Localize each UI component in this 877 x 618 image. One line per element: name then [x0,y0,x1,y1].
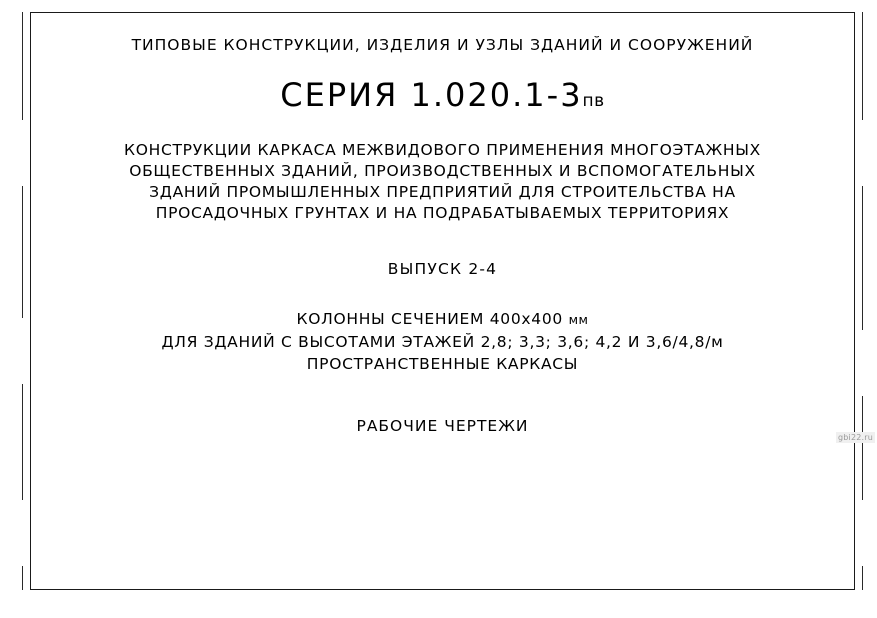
document-stage: РАБОЧИЕ ЧЕРТЕЖИ [356,417,529,435]
description-line: ЗДАНИЙ ПРОМЫШЛЕННЫХ ПРЕДПРИЯТИЙ ДЛЯ СТРОИТЕЛЬСТВА НА [149,183,736,201]
subject-line-heights: ДЛЯ ЗДАНИЙ С ВЫСОТАМИ ЭТАЖЕЙ 2,8; 3,3; 3,6; 4,2 И 3,6/4,8/м [161,333,724,351]
title-page-content [45,12,840,590]
description-line: ПРОСАДОЧНЫХ ГРУНТАХ И НА ПОДРАБАТЫВАЕМЫХ ТЕРРИТОРИЯХ [155,204,730,222]
description-line: ОБЩЕСТВЕННЫХ ЗДАНИЙ, ПРОИЗВОДСТВЕННЫХ И ВСПОМОГАТЕЛЬНЫХ [129,162,756,180]
series-title [45,76,840,114]
watermark-label: gbi22.ru [838,433,874,442]
right-margin-gap [856,330,870,396]
subject-line-columns [45,308,840,331]
document-header: ТИПОВЫЕ КОНСТРУКЦИИ, ИЗДЕЛИЯ И УЗЛЫ ЗДАНИЙ И СООРУЖЕНИЙ [131,36,754,54]
subject-columns-text: КОЛОННЫ СЕЧЕНИЕМ 400х400 [296,310,563,328]
issue-number: ВЫПУСК 2-4 [387,260,498,278]
subject-block [45,308,840,375]
subject-columns-unit: мм [568,312,589,327]
description-line: КОНСТРУКЦИИ КАРКАСА МЕЖВИДОВОГО ПРИМЕНЕНИЯ МНОГОЭТАЖНЫХ [124,141,761,159]
right-margin-gap [856,500,870,566]
description-block [45,140,840,224]
series-suffix: пв [582,91,605,111]
subject-line-frames: ПРОСТРАНСТВЕННЫЕ КАРКАСЫ [306,355,579,373]
left-margin-gap [16,318,30,384]
right-margin-gap [856,120,870,186]
left-margin-gap [16,500,30,566]
left-margin-gap [16,120,30,186]
series-number: СЕРИЯ 1.020.1-3 [280,76,583,114]
